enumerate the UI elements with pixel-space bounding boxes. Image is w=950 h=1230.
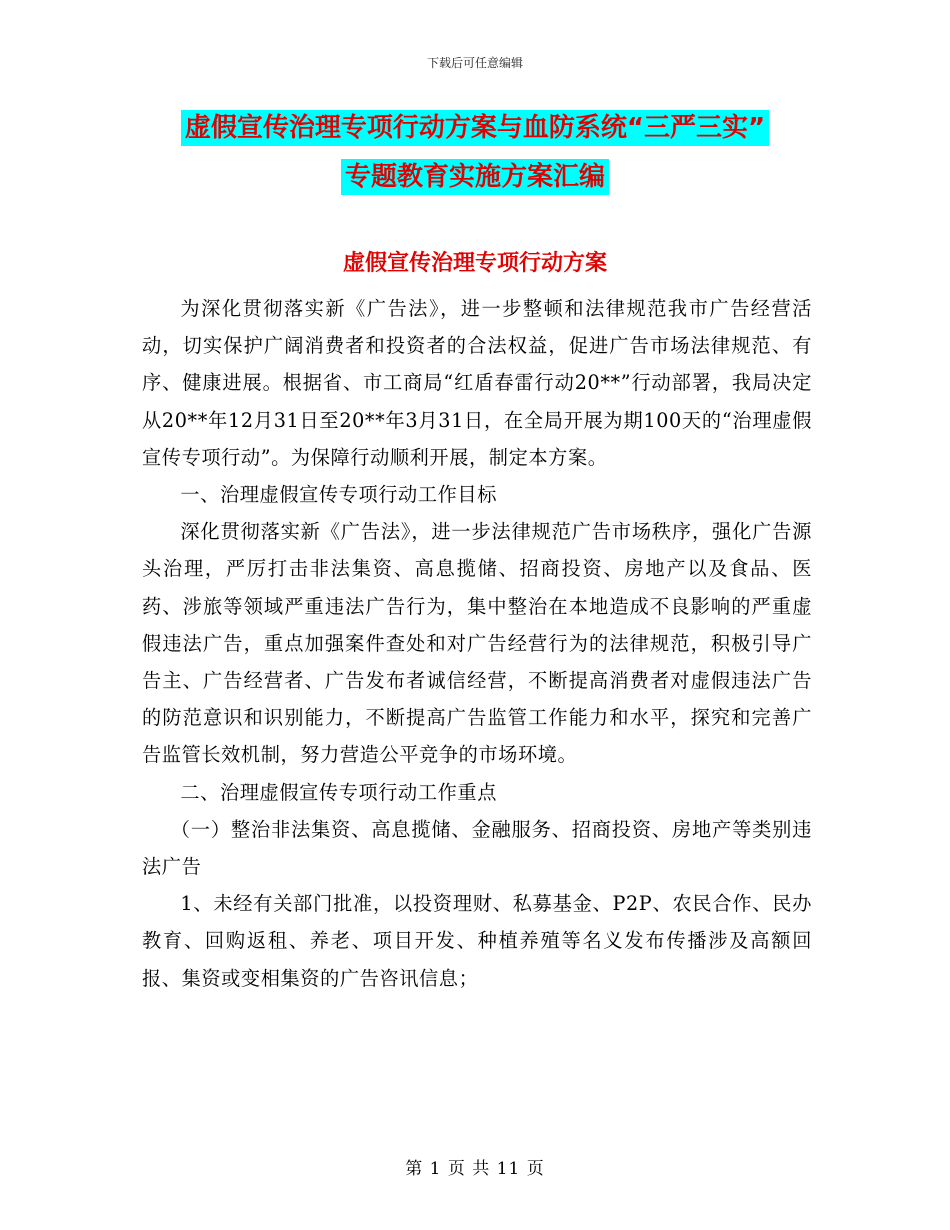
document-body xyxy=(142,290,812,997)
paragraph-item-1: 1、未经有关部门批准，以投资理财、私募基金、P2P、农民合作、民办教育、回购返租、养老、项目开发、种植养殖等名义发布传播涉及高额回报、集资或变相集资的广告咨讯信息； xyxy=(142,892,812,990)
title-line-2: 专题教育实施方案汇编 xyxy=(341,159,609,195)
subheading-focus-1: （一）整治非法集资、高息揽储、金融服务、招商投资、房地产等类别违法广告 xyxy=(142,817,812,879)
heading-focus: 二、治理虚假宣传专项行动工作重点 xyxy=(180,780,497,804)
page-footer: 第 1 页 共 11 页 xyxy=(405,1159,545,1179)
paragraph-intro: 为深化贯彻落实新《广告法》，进一步整顿和法律规范我市广告经营活动，切实保护广阔消费者和投资者的合法权益，促进广告市场法律规范、有序、健康进展。根据省、市工商局“红盾春雷行动20**”行动部署，我局决定从20**年12月31日至20**年3月31日，在全局开展为期100天的“治理虚假宣传专项行动”。为保障行动顺利开展，制定本方案。 xyxy=(142,297,812,469)
section-title: 虚假宣传治理专项行动方案 xyxy=(342,251,607,276)
page-header-note: 下载后可任意编辑 xyxy=(426,56,523,70)
heading-goals: 一、治理虚假宣传专项行动工作目标 xyxy=(180,483,497,507)
document-title xyxy=(0,110,950,208)
title-line-1: 虚假宣传治理专项行动方案与血防系统“三严三实” xyxy=(181,110,769,146)
paragraph-goals: 深化贯彻落实新《广告法》，进一步法律规范广告市场秩序，强化广告源头治理，严厉打击非法集资、高息揽储、招商投资、房地产以及食品、医药、涉旅等领域严重违法广告行为，集中整治在本地造成不良影响的严重虚假违法广告，重点加强案件查处和对广告经营行为的法律规范，积极引导广告主、广告经营者、广告发布者诚信经营，不断提高消费者对虚假违法广告的防范意识和识别能力，不断提高广告监管工作能力和水平，探究和完善广告监管长效机制，努力营造公平竞争的市场环境。 xyxy=(142,520,812,767)
